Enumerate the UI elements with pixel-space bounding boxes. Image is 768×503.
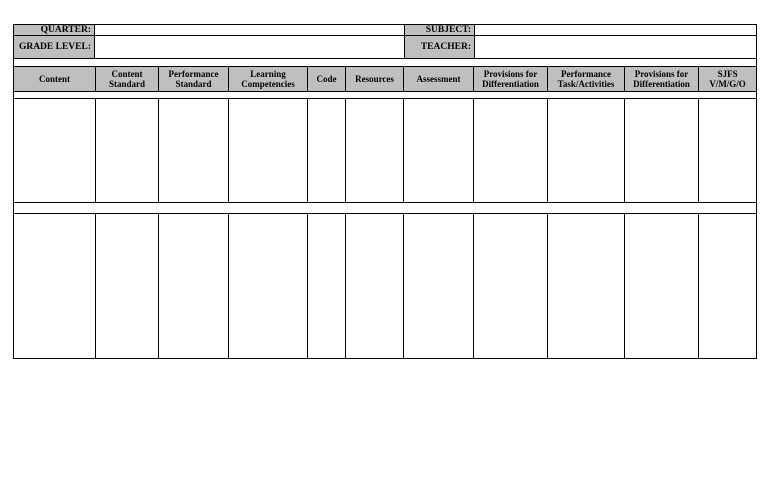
curriculum-grid <box>13 59 757 359</box>
table-cell[interactable] <box>96 214 159 359</box>
table-cell[interactable] <box>548 99 625 203</box>
column-header-provisions-2: Provisions for Differentiation <box>625 67 699 92</box>
quarter-field[interactable] <box>95 25 405 36</box>
spacer-row <box>14 59 757 67</box>
table-cell[interactable] <box>404 214 474 359</box>
column-header-performance-task: Performance Task/Activities <box>548 67 625 92</box>
column-header-content: Content <box>14 67 96 92</box>
quarter-label: QUARTER: <box>14 25 95 36</box>
column-header-sjfs: SJFS V/M/G/O <box>699 67 757 92</box>
table-row <box>14 99 757 203</box>
header-row-1 <box>14 25 757 36</box>
column-header-code: Code <box>308 67 346 92</box>
table-cell[interactable] <box>14 99 96 203</box>
column-header-content-standard: Content Standard <box>96 67 159 92</box>
table-cell[interactable] <box>308 214 346 359</box>
table-cell[interactable] <box>308 99 346 203</box>
column-header-row <box>14 67 757 92</box>
divider-row <box>14 92 757 99</box>
header-info-table <box>13 24 757 59</box>
column-header-provisions-1: Provisions for Differentiation <box>474 67 548 92</box>
column-header-resources: Resources <box>346 67 404 92</box>
table-cell[interactable] <box>625 99 699 203</box>
subject-field[interactable] <box>475 25 757 36</box>
table-cell[interactable] <box>474 214 548 359</box>
divider-row <box>14 203 757 214</box>
table-cell[interactable] <box>159 214 229 359</box>
table-cell[interactable] <box>346 99 404 203</box>
table-cell[interactable] <box>548 214 625 359</box>
teacher-field[interactable] <box>475 36 757 59</box>
column-header-learning-competencies: Learning Competencies <box>229 67 308 92</box>
table-cell[interactable] <box>14 214 96 359</box>
table-cell[interactable] <box>699 214 757 359</box>
curriculum-map-sheet <box>13 24 756 359</box>
column-header-performance-standard: Performance Standard <box>159 67 229 92</box>
column-header-assessment: Assessment <box>404 67 474 92</box>
subject-label: SUBJECT: <box>405 25 475 36</box>
table-cell[interactable] <box>699 99 757 203</box>
grade-level-label: GRADE LEVEL: <box>14 36 95 59</box>
table-row <box>14 214 757 359</box>
table-cell[interactable] <box>404 99 474 203</box>
table-cell[interactable] <box>346 214 404 359</box>
table-cell[interactable] <box>96 99 159 203</box>
table-cell[interactable] <box>229 214 308 359</box>
grade-level-field[interactable] <box>95 36 405 59</box>
table-cell[interactable] <box>229 99 308 203</box>
teacher-label: TEACHER: <box>405 36 475 59</box>
table-cell[interactable] <box>474 99 548 203</box>
header-row-2 <box>14 36 757 59</box>
table-cell[interactable] <box>159 99 229 203</box>
table-cell[interactable] <box>625 214 699 359</box>
